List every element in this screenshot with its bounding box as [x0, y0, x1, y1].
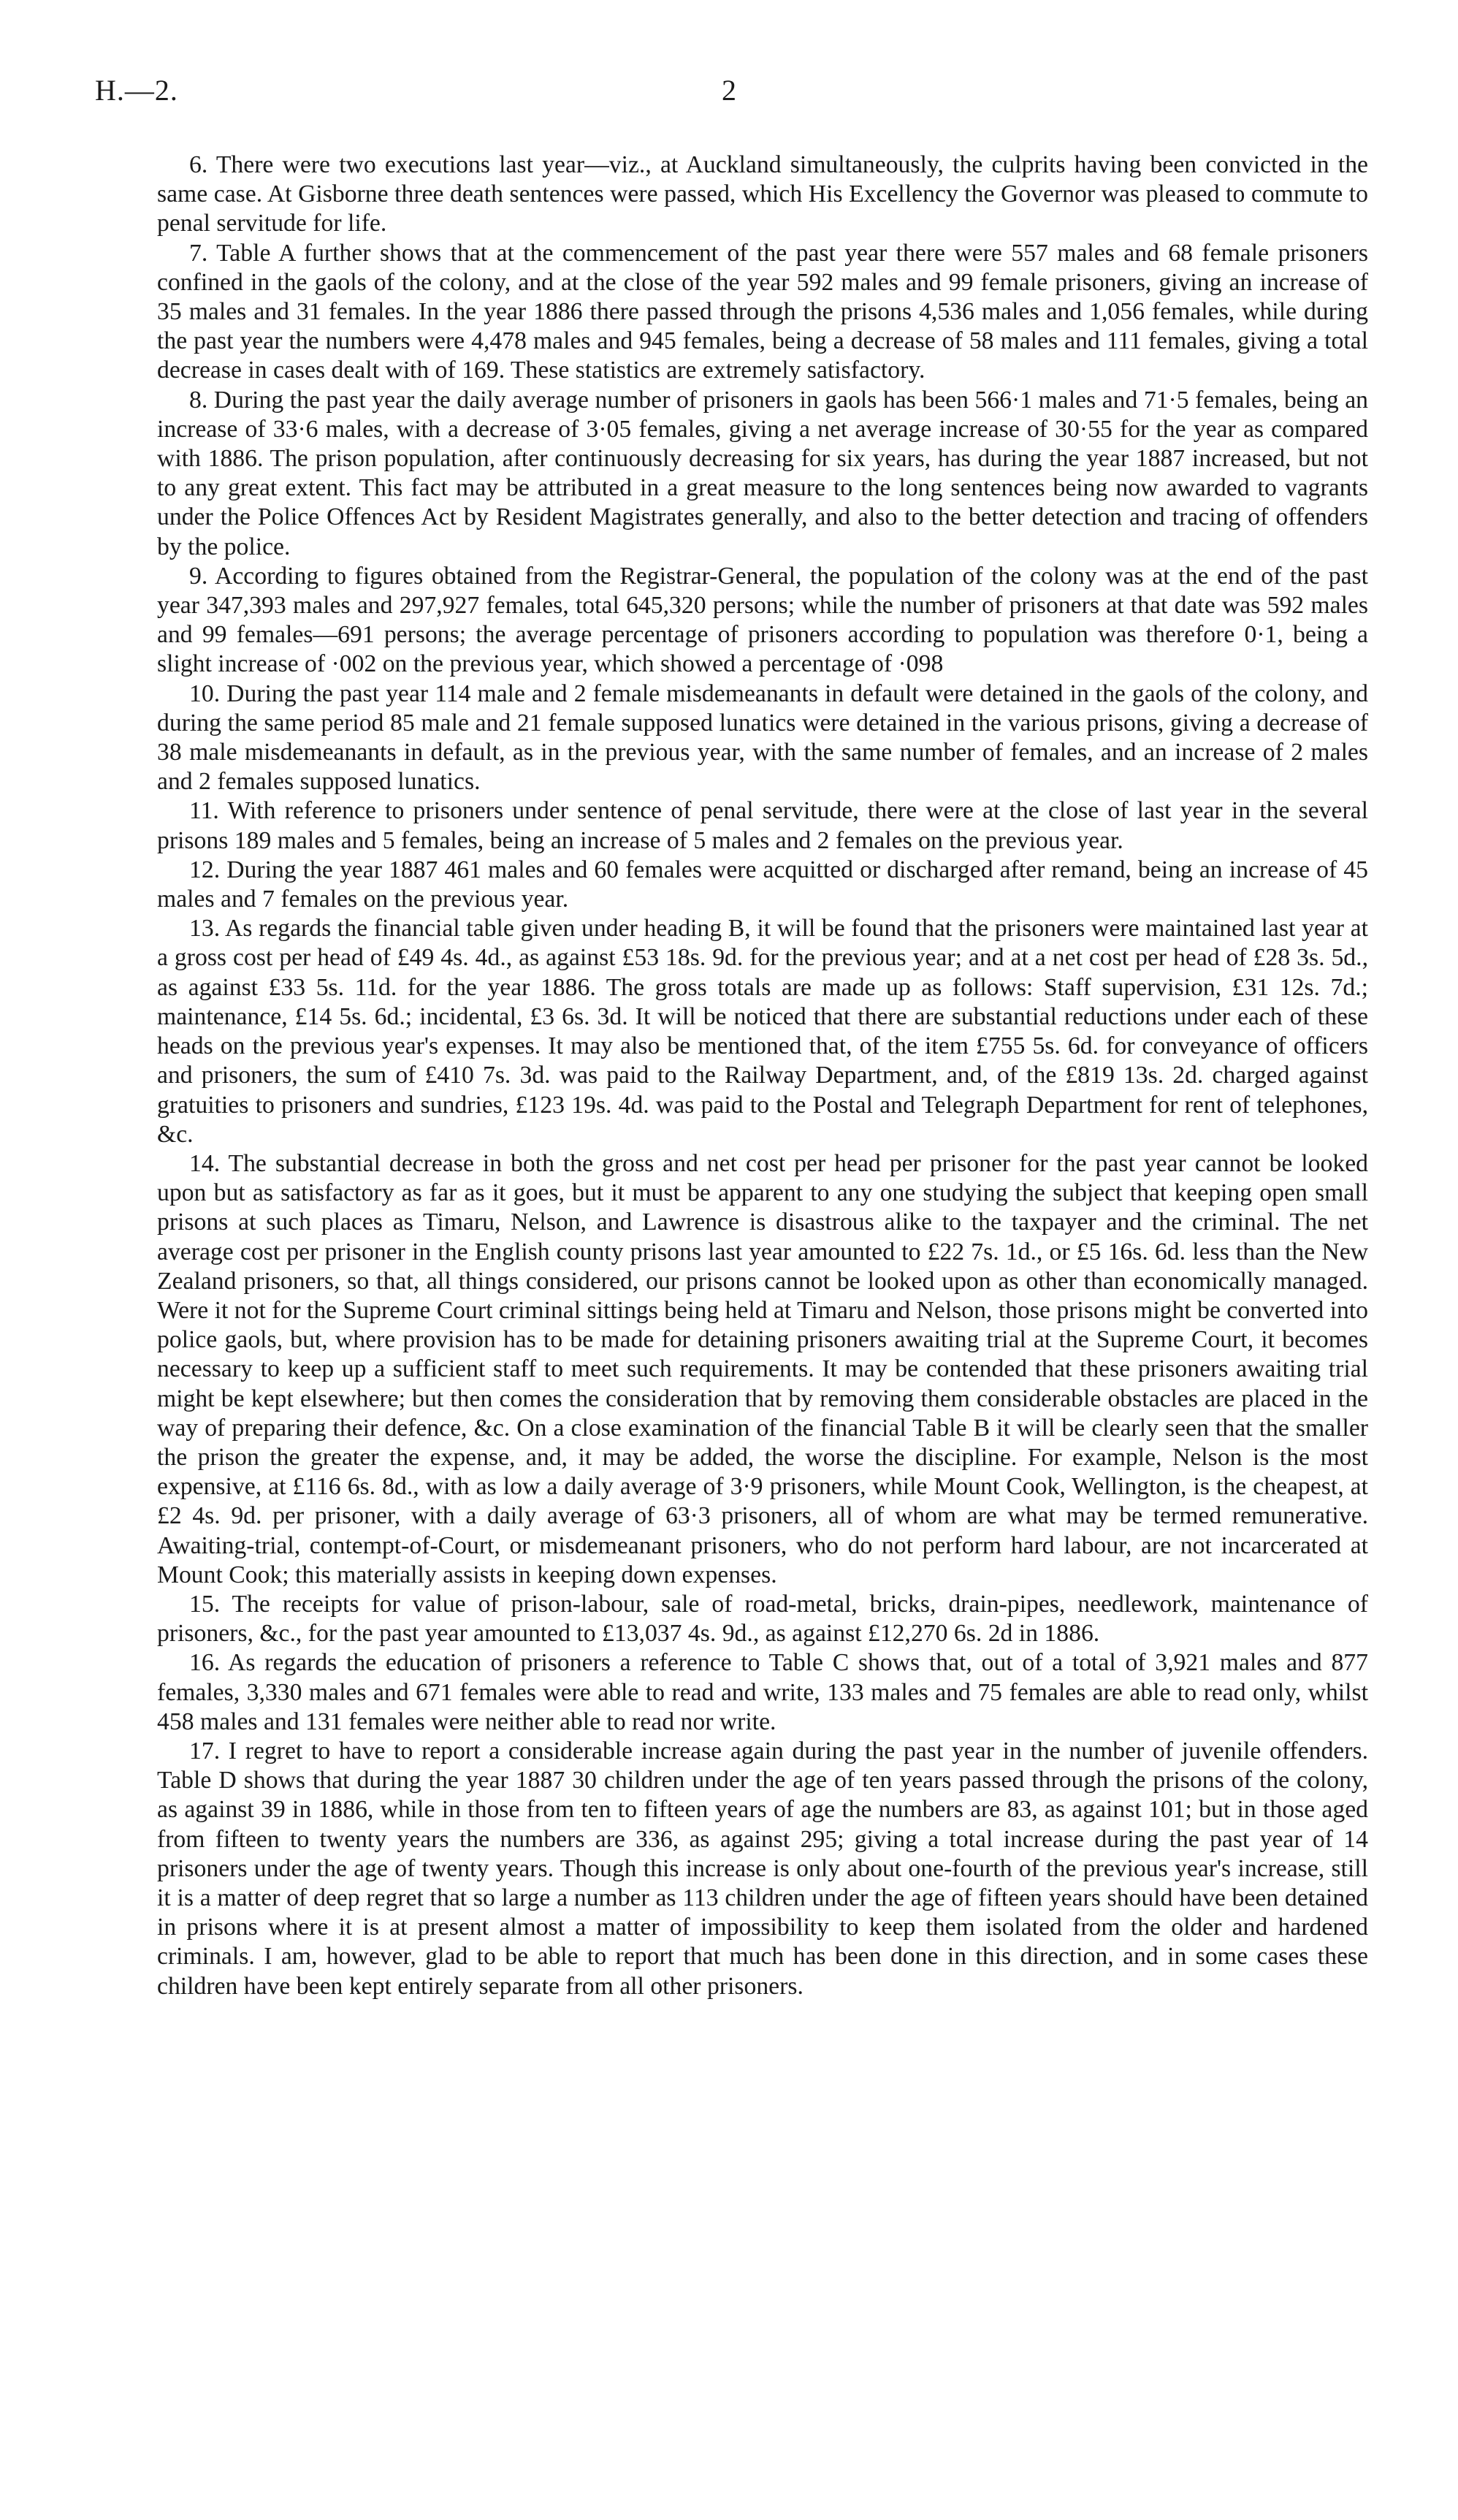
- paragraph-6: 6. There were two executions last year—viz., at Auckland simultaneously, the culprits having been convicted in the same case. At Gisborne three death sentences were passed, which His Excellency the Governor was pleased to commute to penal servitude for life.: [157, 151, 1368, 237]
- paragraph-15: 15. The receipts for value of prison-labour, sale of road-metal, bricks, drain-pipes, needlework, maintenance of prisoners, &c., for the past year amounted to £13,037 4s. 9d., as against £12,270 6s. 2d in 1886.: [157, 1590, 1368, 1648]
- paragraph-16: 16. As regards the education of prisoners a reference to Table C shows that, out of a total of 3,921 males and 877 females, 3,330 males and 671 females were able to read and write, 133 males and 75 females are able to read only, whilst 458 males and 131 females were neither able to read nor write.: [157, 1649, 1368, 1735]
- page-number: 2: [722, 74, 736, 107]
- paragraph-7: 7. Table A further shows that at the commencement of the past year there were 557 males and 68 female prisoners confined in the gaols of the colony, and at the close of the year 592 males and 99 female prisoners, giving an increase of 35 males and 31 females. In the year 1886 there passed through the prisons 4,536 males and 1,056 females, while during the past year the numbers were 4,478 males and 945 females, being a decrease of 58 males and 111 females, giving a total decrease in cases dealt with of 169. These statistics are extremely satisfactory.: [157, 239, 1368, 384]
- paragraph-8: 8. During the past year the daily average number of prisoners in gaols has been 566·1 males and 71·5 females, being an increase of 33·6 males, with a decrease of 3·05 females, giving a net average increase of 30·55 for the year as compared with 1886. The prison population, after continuously decreasing for six years, has during the year 1887 increased, but not to any great extent. This fact may be attributed in a great measure to the long sentences being now awarded to vagrants under the Police Offences Act by Resident Magistrates generally, and also to the better detection and tracing of offenders by the police.: [157, 386, 1368, 560]
- paragraph-14: 14. The substantial decrease in both the gross and net cost per head per prisoner for the past year cannot be looked upon but as satisfactory as far as it goes, but it must be apparent to any one studying the subject that keeping open small prisons at such places as Timaru, Nelson, and Lawrence is disastrous alike to the taxpayer and the criminal. The net average cost per prisoner in the English county prisons last year amounted to £22 7s. 1d., or £5 16s. 6d. less than the New Zealand prisoners, so that, all things considered, our prisons cannot be looked upon as other than economically managed. Were it not for the Supreme Court criminal sittings being held at Timaru and Nelson, those prisons might be converted into police gaols, but, where provision has to be made for detaining prisoners awaiting trial at the Supreme Court, it becomes necessary to keep up a sufficient staff to meet such requirements. It may be contended that these prisoners awaiting trial might be kept elsewhere; but then comes the consideration that by removing them considerable obstacles are placed in the way of preparing their defence, &c. On a close examination of the financial Table B it will be clearly seen that the smaller the prison the greater the expense, and, it may be added, the worse the discipline. For example, Nelson is the most expensive, at £116 6s. 8d., with as low a daily average of 3·9 prisoners, while Mount Cook, Wellington, is the cheapest, at £2 4s. 9d. per prisoner, with a daily average of 63·3 prisoners, all of whom are what may be termed remunerative. Awaiting-trial, contempt-of-Court, or misdemeanant prisoners, who do not perform hard labour, are not incarcerated at Mount Cook; this materially assists in keeping down expenses.: [157, 1149, 1369, 1588]
- paragraph-9: 9. According to figures obtained from the Registrar-General, the population of the colony was at the end of the past year 347,393 males and 297,927 females, total 645,320 persons; while the number of prisoners at that date was 592 males and 99 females—691 persons; the average percentage of prisoners according to population was therefore 0·1, being a slight increase of ·002 on the previous year, which showed a percentage of ·098: [157, 562, 1368, 678]
- paragraph-11: 11. With reference to prisoners under sentence of penal servitude, there were at the close of last year in the several prisons 189 males and 5 females, being an increase of 5 males and 2 females on the previous year.: [157, 797, 1368, 854]
- paragraph-10: 10. During the past year 114 male and 2 female misdemeanants in default were detained in the gaols of the colony, and during the same period 85 male and 21 female supposed lunatics were detained in the various prisons, giving a decrease of 38 male misdemeanants in default, as in the previous year, with the same number of females, and an increase of 2 males and 2 females supposed lunatics.: [157, 680, 1368, 796]
- paragraph-13: 13. As regards the financial table given under heading B, it will be found that the prisoners were maintained last year at a gross cost per head of £49 4s. 4d., as against £53 18s. 9d. for the previous year; and at a net cost per head of £28 3s. 5d., as against £33 5s. 11d. for the year 1886. The gross totals are made up as follows: Staff supervision, £31 12s. 7d.; maintenance, £14 5s. 6d.; incidental, £3 6s. 3d. It will be noticed that there are substantial reductions under each of these heads on the previous year's expenses. It may also be mentioned that, of the item £755 5s. 6d. for conveyance of officers and prisoners, the sum of £410 7s. 3d. was paid to the Railway Department, and, of the £819 13s. 2d. charged against gratuities to prisoners and sundries, £123 19s. 4d. was paid to the Postal and Telegraph Department for rent of telephones, &c.: [157, 915, 1368, 1148]
- report-body: [157, 151, 1368, 2001]
- paragraph-17: 17. I regret to have to report a considerable increase again during the past year in the number of juvenile offenders. Table D shows that during the year 1887 30 children under the age of ten years passed through the prisons of the colony, as against 39 in 1886, while in those from ten to fifteen years of age the numbers are 83, as against 101; but in those aged from fifteen to twenty years the numbers are 336, as against 295; giving a total increase during the past year of 14 prisoners under the age of twenty years. Though this increase is only about one-fourth of the previous year's increase, still it is a matter of deep regret that so large a number as 113 children under the age of fifteen years should have been detained in prisons where it is at present almost a matter of impossibility to keep them isolated from the older and hardened criminals. I am, however, glad to be able to report that much has been done in this direction, and in some cases these children have been kept entirely separate from all other prisoners.: [157, 1737, 1368, 2000]
- document-id: H.—2.: [95, 74, 178, 107]
- paragraph-12: 12. During the year 1887 461 males and 60 females were acquitted or discharged after remand, being an increase of 45 males and 7 females on the previous year.: [157, 856, 1368, 913]
- page-header: [0, 72, 1458, 115]
